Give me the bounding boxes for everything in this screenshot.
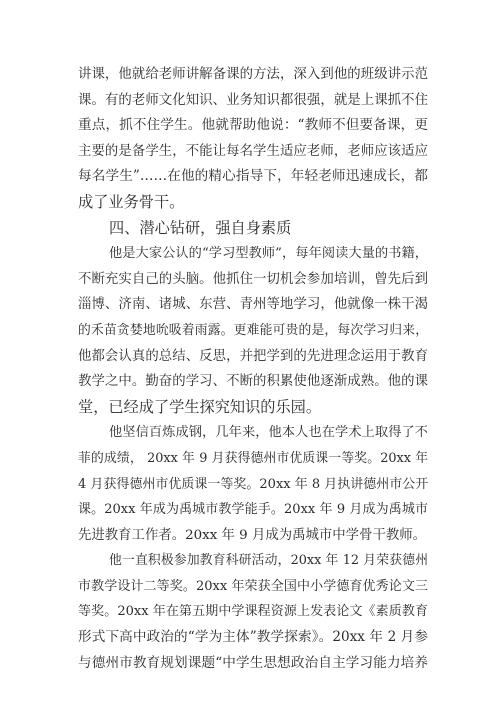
text-line: 先进教育工作者。20xx 年 9 月成为禹城市中学骨干教师。 [78, 527, 427, 543]
text-line: 课。有的老师文化知识、业务知识都很强，就是上课抓不住 [78, 92, 428, 108]
text-line: 教学之中。勤奋的学习、不断的积累使他逐渐成熟。他的课 [78, 374, 428, 390]
text-line: 成了业务骨干。 [78, 192, 185, 211]
text-line: 主要的是备学生，不能让每名学生适应老师，老师应该适应 [78, 143, 428, 159]
text-line: 菲的成绩， 20xx 年 9 月获得德州市优质课一等奖。20xx 年 [78, 450, 428, 466]
text-line: 的禾苗贪婪地吮吸着雨露。更难能可贵的是，每次学习归来， [78, 322, 428, 338]
text-line: 每名学生”……在他的精心指导下，年轻老师迅速成长，都 [78, 168, 428, 185]
text-line: 讲课，他就给老师讲解备课的方法，深入到他的班级讲示范 [78, 67, 428, 82]
text-line: 他是大家公认的“学习型教师”，每年阅读大量的书籍， [109, 246, 428, 262]
text-line: 与德州市教育规划课题“中学生思想政治自主学习能力培养 [78, 654, 428, 671]
text-line: 堂，已经成了学生探究知识的乐园。 [78, 397, 321, 416]
text-line: 课。20xx 年成为禹城市教学能手。20xx 年 9 月成为禹城市 [78, 502, 428, 518]
text-line: 形式下高中政治的“学为主体”教学探索》。20xx 年 2 月参 [78, 629, 428, 646]
text-line: 不断充实自己的头脑。他抓住一切机会参加培训，曾先后到 [78, 271, 428, 287]
text-line: 他都会认真的总结、反思，并把学到的先进理念运用于教育 [78, 348, 428, 364]
body-text [78, 62, 428, 676]
text-line: 市教学设计二等奖。20xx 年荣获全国中小学德育优秀论文三 [78, 578, 428, 594]
text-line: 他一直积极参加教育科研活动，20xx 年 12 月荣获德州 [109, 553, 428, 569]
text-line: 4 月获得德州市优质课一等奖。20xx 年 8 月执讲德州市公开 [78, 476, 429, 492]
text-line: 他坚信百炼成钢，几年来，他本人也在学术上取得了不 [109, 425, 428, 441]
text-line: 淄博、济南、诸城、东营、青州等地学习，他就像一株干渴 [78, 297, 428, 313]
text-line: 重点，抓不住学生。他就帮助他说：“教师不但要备课，更 [78, 117, 428, 134]
text-line: 等奖。20xx 年在第五期中学课程资源上发表论文《素质教育 [78, 604, 428, 620]
section-heading: 四、潜心钻研，强自身素质 [109, 218, 292, 237]
